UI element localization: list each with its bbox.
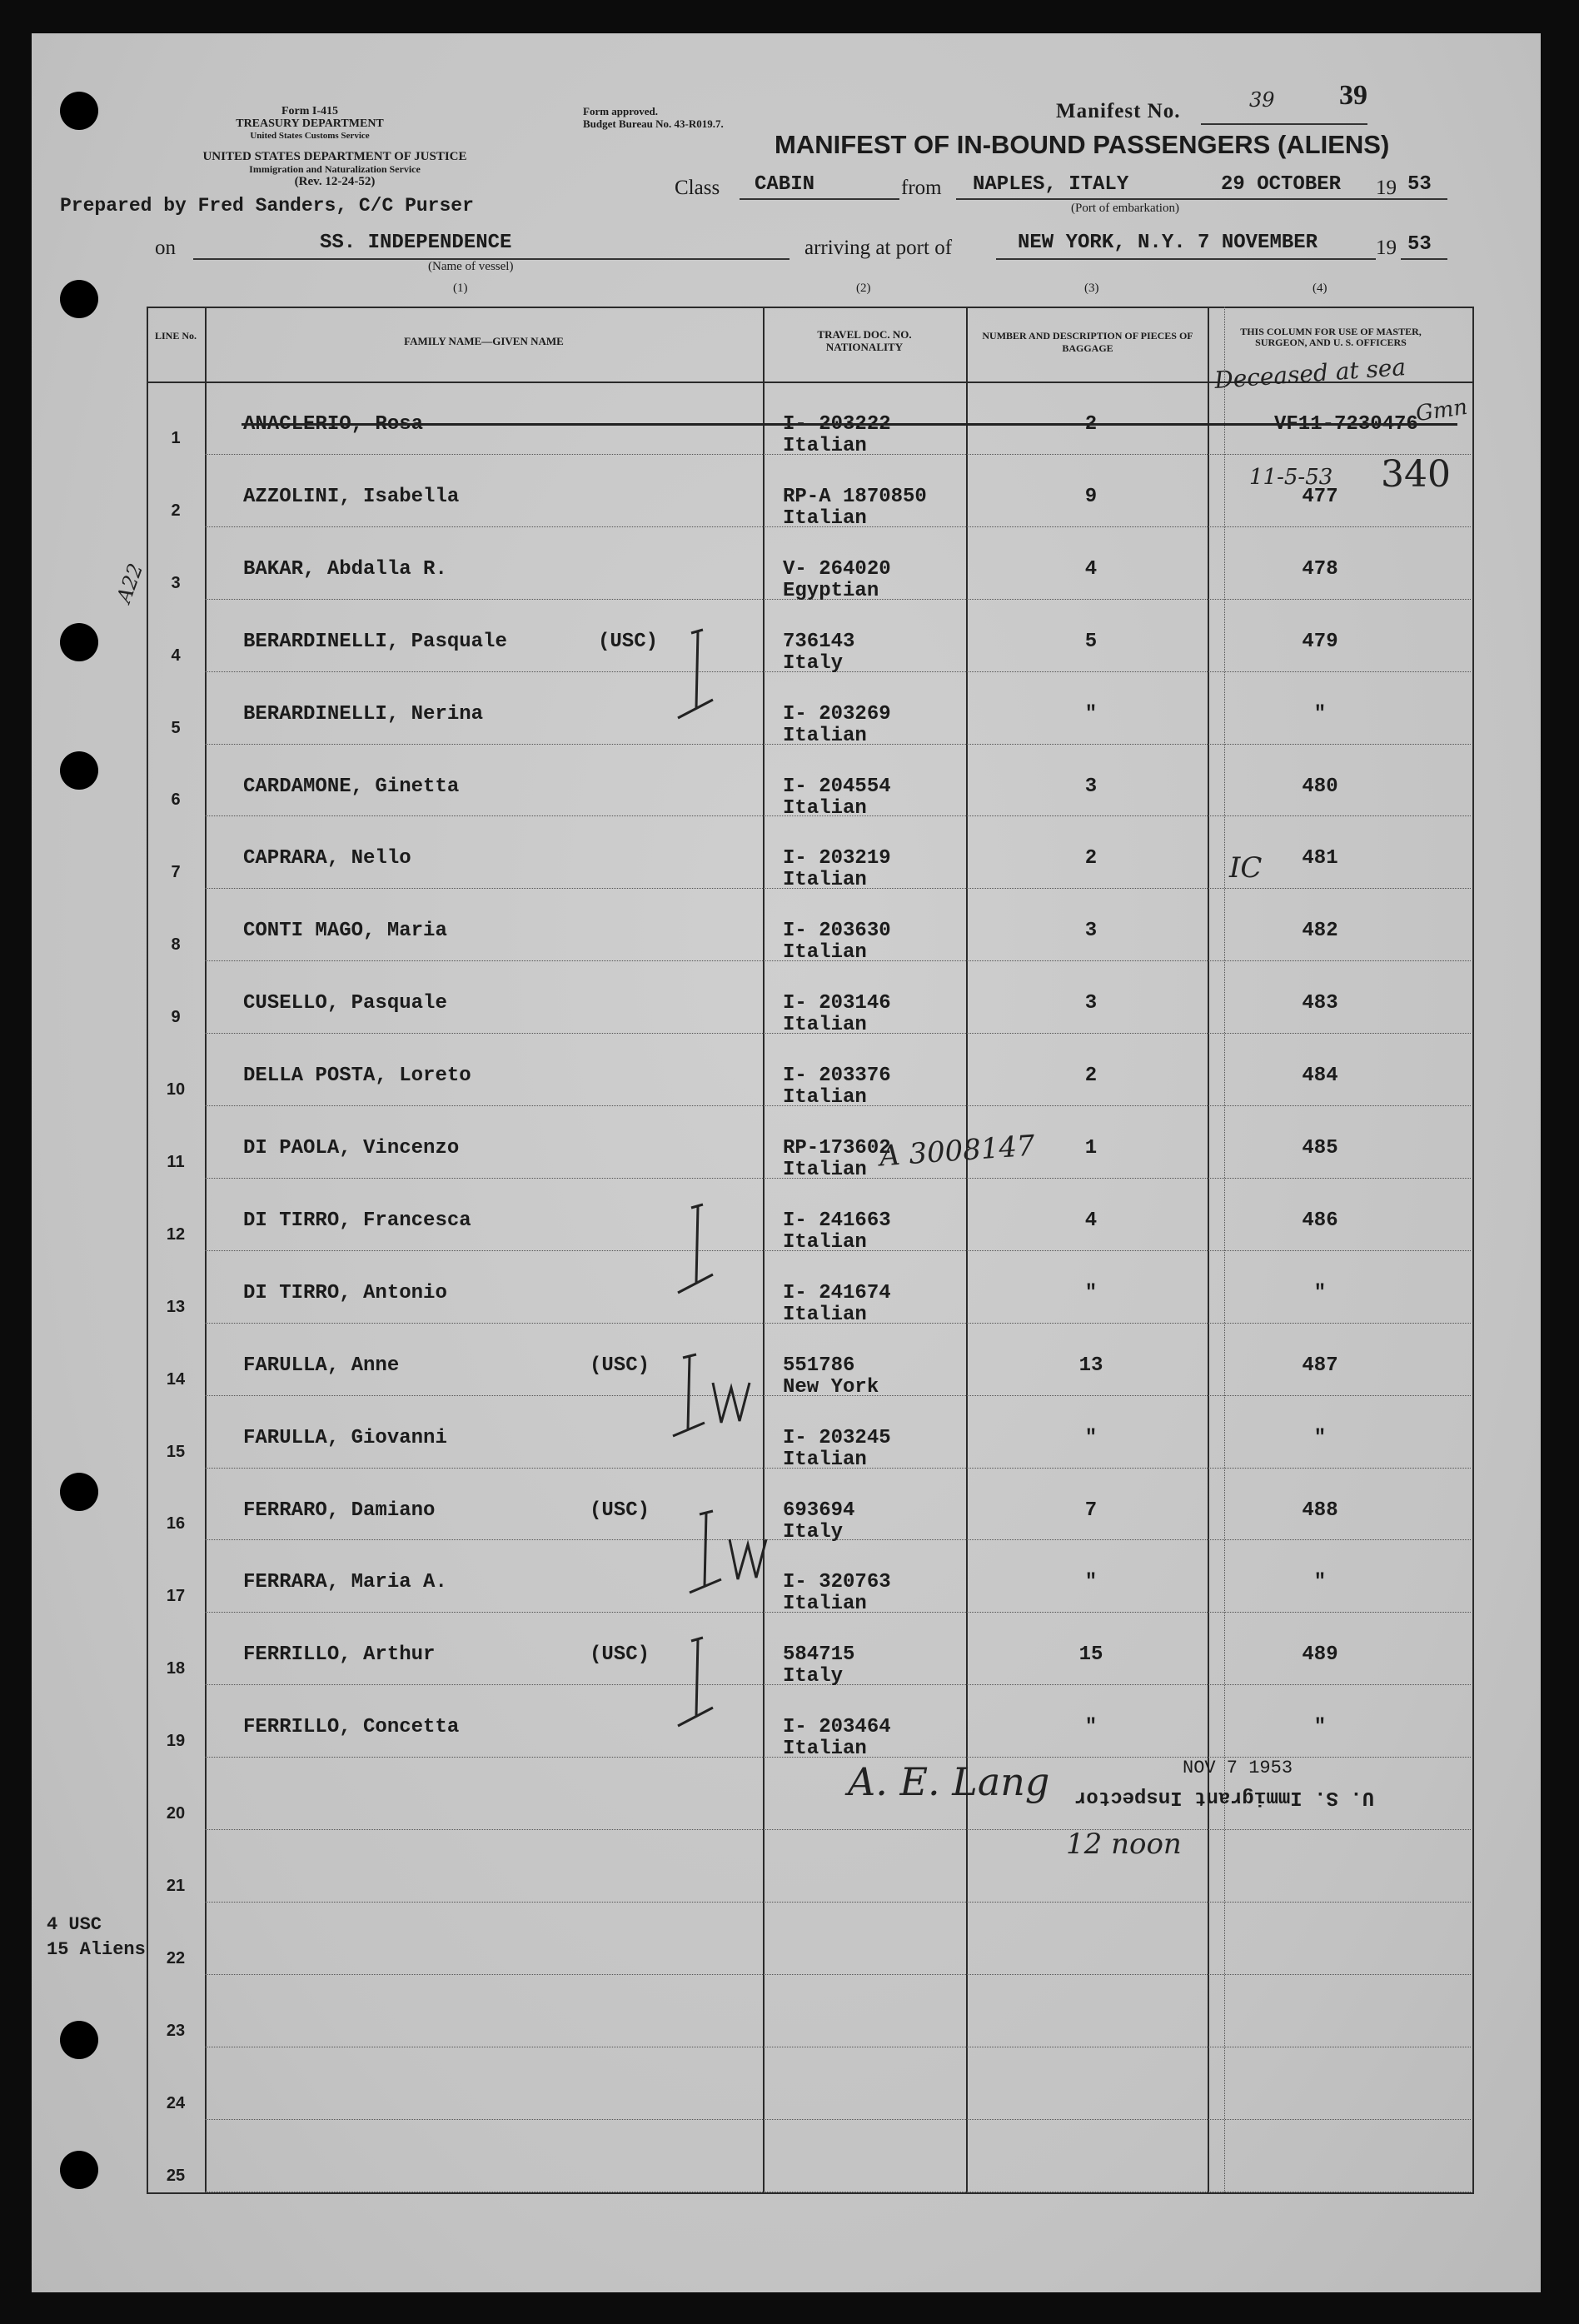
officer-use-value: 482: [1302, 920, 1338, 943]
line-number: 7: [171, 863, 181, 882]
travel-doc-number: 551786: [783, 1354, 855, 1377]
line-number: 9: [171, 1008, 181, 1027]
travel-doc-number: RP-A 1870850: [783, 485, 927, 508]
usc-marker: (USC): [590, 1499, 650, 1522]
nationality: Italian: [783, 1448, 867, 1471]
officer-use-value: 485: [1302, 1137, 1338, 1160]
baggage-count: ": [1084, 1281, 1098, 1304]
passenger-name: CUSELLO, Pasquale: [243, 992, 447, 1015]
officer-use-value: 488: [1302, 1499, 1338, 1522]
travel-doc-number: 693694: [783, 1499, 855, 1522]
inspector-mark-iw: [666, 1349, 766, 1441]
passenger-name: FERRILLO, Concetta: [243, 1716, 460, 1739]
nationality: Italian: [783, 1014, 867, 1037]
arrival-year: 53: [1407, 233, 1432, 256]
nationality: Italian: [783, 506, 867, 530]
signature-note: 12 noon: [1066, 1828, 1182, 1861]
manifest-title: MANIFEST OF IN-BOUND PASSENGERS (ALIENS): [775, 130, 1390, 159]
line-number: 13: [166, 1297, 186, 1316]
stamp-inspector: U. S. Immigrant Inspector: [1074, 1786, 1375, 1808]
manifest-number-hand: 39: [1249, 88, 1275, 112]
passenger-name: BERARDINELLI, Nerina: [243, 702, 484, 726]
binder-hole: [60, 280, 98, 318]
line-number: 17: [166, 1587, 186, 1606]
line-number: 6: [171, 790, 181, 810]
total-usc: 4 USC: [47, 1914, 102, 1935]
officer-use-value: ": [1313, 1426, 1327, 1449]
deceased-strikethrough: [242, 423, 1457, 426]
line-number: 24: [166, 2093, 186, 2112]
stamp-date: NOV 7 1953: [1183, 1758, 1293, 1778]
officer-use-value: 486: [1302, 1209, 1338, 1232]
travel-doc-number: I- 203269: [783, 702, 891, 726]
nationality: Italian: [783, 1303, 867, 1326]
nationality: Italy: [783, 1665, 844, 1688]
header-travel-doc: TRAVEL DOC. NO. NATIONALITY: [817, 328, 912, 353]
port-of-embarkation: NAPLES, ITALY: [973, 173, 1129, 196]
binder-hole: [60, 623, 98, 661]
travel-doc-number: I- 241663: [783, 1209, 891, 1232]
officer-use-value: 481: [1302, 847, 1338, 870]
nationality: Egyptian: [783, 579, 879, 602]
passenger-name: CARDAMONE, Ginetta: [243, 775, 460, 798]
passenger-name: CAPRARA, Nello: [243, 847, 411, 870]
officer-use-value: ": [1313, 1716, 1327, 1739]
line-number: 8: [171, 935, 181, 955]
passenger-name: DI TIRRO, Antonio: [243, 1281, 447, 1304]
header-officers: THIS COLUMN FOR USE OF MASTER, SURGEON, AND U. S. OFFICERS: [1240, 326, 1422, 348]
dept-info: [143, 151, 526, 188]
total-aliens: 15 Aliens: [47, 1939, 146, 1960]
baggage-count: 2: [1084, 847, 1098, 870]
passenger-name: FERRARO, Damiano: [243, 1499, 436, 1522]
binder-hole: [60, 2021, 98, 2059]
binder-hole: [60, 1473, 98, 1511]
usc-marker: (USC): [590, 1354, 650, 1377]
budget-bureau: Budget Bureau No. 43-R019.7.: [583, 117, 724, 130]
header-line-no: LINE No.: [154, 330, 197, 342]
travel-doc-number: I- 203464: [783, 1716, 891, 1739]
col-num-2: (2): [856, 282, 871, 295]
passenger-name: AZZOLINI, Isabella: [243, 485, 460, 508]
nationality: Italy: [783, 1520, 844, 1544]
line-number: 21: [166, 1876, 186, 1895]
baggage-count: 3: [1084, 920, 1098, 943]
travel-doc-number: I- 320763: [783, 1571, 891, 1594]
usc-marker: (USC): [590, 1643, 650, 1667]
passenger-name: BAKAR, Abdalla R.: [243, 557, 447, 581]
line-number: 3: [171, 573, 181, 592]
line-number: 4: [171, 646, 181, 665]
officer-use-value: ": [1313, 1281, 1327, 1304]
nationality: Italian: [783, 796, 867, 820]
nationality: Italian: [783, 1159, 867, 1181]
line-number: 10: [166, 1080, 186, 1099]
passenger-name: BERARDINELLI, Pasquale: [243, 630, 507, 653]
line-number: 16: [166, 1514, 186, 1534]
passenger-name: FERRARA, Maria A.: [243, 1571, 447, 1594]
baggage-count: 4: [1084, 1209, 1098, 1232]
binder-hole: [60, 751, 98, 790]
line-number: 18: [166, 1659, 186, 1678]
inspector-mark-iw: [683, 1506, 783, 1598]
arriving-label: arriving at port of: [804, 237, 953, 259]
nationality: Italian: [783, 1230, 867, 1254]
arrival-port: NEW YORK, N.Y. 7 NOVEMBER: [1018, 232, 1318, 254]
form-number: Form I-415: [281, 105, 339, 117]
vessel-name: SS. INDEPENDENCE: [320, 232, 512, 254]
travel-doc-number: I- 203376: [783, 1065, 891, 1088]
baggage-count: ": [1084, 1571, 1098, 1594]
row-divider: [205, 1902, 1471, 1903]
nationality: Italian: [783, 1593, 867, 1616]
officer-use-value: ": [1313, 702, 1327, 726]
travel-doc-number: V- 264020: [783, 557, 891, 581]
embarkation-date: 29 OCTOBER: [1221, 173, 1342, 196]
baggage-count: 2: [1084, 1065, 1098, 1088]
passenger-name: FARULLA, Giovanni: [243, 1426, 447, 1449]
passenger-name: FERRILLO, Arthur: [243, 1643, 436, 1667]
side-note: A22: [112, 560, 148, 606]
baggage-count: 3: [1084, 775, 1098, 798]
line-number: 14: [166, 1369, 186, 1389]
row-divider: [205, 1974, 1471, 1975]
inspector-signature: A. E. Lang: [848, 1759, 1050, 1804]
officer-use-value: 478: [1302, 557, 1338, 581]
passenger-name: DI TIRRO, Francesca: [243, 1209, 471, 1232]
officer-use-value: 489: [1302, 1643, 1338, 1667]
on-label: on: [155, 237, 176, 259]
passenger-name: FARULLA, Anne: [243, 1354, 400, 1377]
col-num-1: (1): [453, 282, 468, 295]
prepared-by: Prepared by Fred Sanders, C/C Purser: [60, 195, 474, 217]
line-number: 25: [166, 2166, 186, 2185]
baggage-count: 15: [1078, 1643, 1103, 1667]
officer-use-value: 483: [1302, 992, 1338, 1015]
line-number: 12: [166, 1224, 186, 1244]
officer-use-value: 487: [1302, 1354, 1338, 1377]
row-divider: [205, 1829, 1471, 1830]
officer-initials: Gmn: [1414, 394, 1469, 427]
travel-doc-number: 736143: [783, 630, 855, 653]
travel-doc-number: I- 204554: [783, 775, 891, 798]
baggage-count: ": [1084, 1716, 1098, 1739]
number-340: 340: [1381, 453, 1451, 496]
line-number: 23: [166, 2021, 186, 2040]
travel-doc-number: I- 203219: [783, 847, 891, 870]
dept-justice: UNITED STATES DEPARTMENT OF JUSTICE: [202, 150, 467, 163]
travel-doc-number: 584715: [783, 1643, 855, 1667]
travel-doc-number: I- 241674: [783, 1281, 891, 1304]
usc-marker: (USC): [598, 630, 659, 653]
form-approved: Form approved.: [583, 105, 659, 117]
baggage-count: 4: [1084, 557, 1098, 581]
col-num-3: (3): [1084, 282, 1099, 295]
header-baggage: NUMBER AND DESCRIPTION OF PIECES OF BAGGAGE: [982, 330, 1193, 354]
header-name: FAMILY NAME—GIVEN NAME: [404, 335, 564, 347]
passenger-name: DELLA POSTA, Loreto: [243, 1065, 471, 1088]
year-prefix: 19: [1376, 177, 1397, 199]
baggage-count: 13: [1078, 1354, 1103, 1377]
passenger-name: DI PAOLA, Vincenzo: [243, 1137, 460, 1160]
officer-use-value: 484: [1302, 1065, 1338, 1088]
nationality: Italian: [783, 1738, 867, 1761]
inspector-mark-i: [666, 1199, 733, 1299]
line-number: 15: [166, 1442, 186, 1461]
baggage-count: 7: [1084, 1499, 1098, 1522]
baggage-count: 3: [1084, 992, 1098, 1015]
binder-hole: [60, 92, 98, 130]
passenger-name: ANACLERIO, Rosa: [243, 413, 424, 436]
embarkation-year: 53: [1407, 173, 1432, 196]
travel-doc-number: I- 203146: [783, 992, 891, 1015]
nationality: New York: [783, 1375, 879, 1399]
passenger-name: CONTI MAGO, Maria: [243, 920, 447, 943]
inspector-mark-i: [666, 625, 733, 725]
class-value: CABIN: [755, 173, 815, 196]
nationality: Italian: [783, 1086, 867, 1110]
binder-hole: [60, 2151, 98, 2189]
line-number: 20: [166, 1804, 186, 1823]
line-number: 2: [171, 501, 181, 520]
date-note: 11-5-53: [1249, 465, 1333, 490]
revision: (Rev. 12-24-52): [294, 175, 376, 188]
baggage-count: 2: [1084, 413, 1098, 436]
treasury-dept: TREASURY DEPARTMENT: [236, 117, 384, 130]
from-label: from: [901, 177, 942, 199]
travel-doc-number: I- 203222: [783, 413, 891, 436]
manifest-number-label: Manifest No.: [1056, 100, 1181, 122]
caprara-mark: IC: [1229, 851, 1263, 885]
nationality: Italian: [783, 724, 867, 747]
line-number: 5: [171, 718, 181, 737]
officer-use-value: VF11-7230476: [1274, 413, 1418, 436]
nationality: Italian: [783, 941, 867, 965]
col-num-4: (4): [1313, 282, 1327, 295]
travel-doc-number: I- 203245: [783, 1426, 891, 1449]
row-divider: [205, 2119, 1471, 2120]
inspector-mark-i: [666, 1633, 733, 1733]
ins-label: Immigration and Naturalization Service: [249, 163, 421, 175]
nationality: Italian: [783, 435, 867, 457]
approval-info: [583, 105, 724, 130]
dipaola-note: A 3008147: [878, 1129, 1036, 1174]
form-info: [193, 105, 426, 142]
customs-service: United States Customs Service: [250, 131, 370, 141]
baggage-count: ": [1084, 702, 1098, 726]
baggage-count: 1: [1084, 1137, 1098, 1160]
vessel-note: (Name of vessel): [428, 260, 514, 273]
line-number: 19: [166, 1732, 186, 1751]
deceased-note: Deceased at sea: [1213, 353, 1407, 394]
nationality: Italy: [783, 651, 844, 675]
officer-use-value: 479: [1302, 630, 1338, 653]
class-label: Class: [675, 177, 720, 199]
baggage-count: 5: [1084, 630, 1098, 653]
nationality: Italian: [783, 869, 867, 892]
officer-use-value: ": [1313, 1571, 1327, 1594]
line-number: 1: [171, 428, 181, 447]
baggage-count: 9: [1084, 485, 1098, 508]
officer-use-value: 477: [1302, 485, 1338, 508]
travel-doc-number: I- 203630: [783, 920, 891, 943]
port-embarkation-note: (Port of embarkation): [1071, 202, 1179, 215]
manifest-number: 39: [1339, 80, 1367, 111]
baggage-count: ": [1084, 1426, 1098, 1449]
line-number: 11: [167, 1152, 185, 1171]
line-number: 22: [166, 1948, 186, 1967]
year-prefix-arrival: 19: [1376, 237, 1397, 259]
officer-use-value: 480: [1302, 775, 1338, 798]
travel-doc-number: RP-173602: [783, 1137, 891, 1160]
